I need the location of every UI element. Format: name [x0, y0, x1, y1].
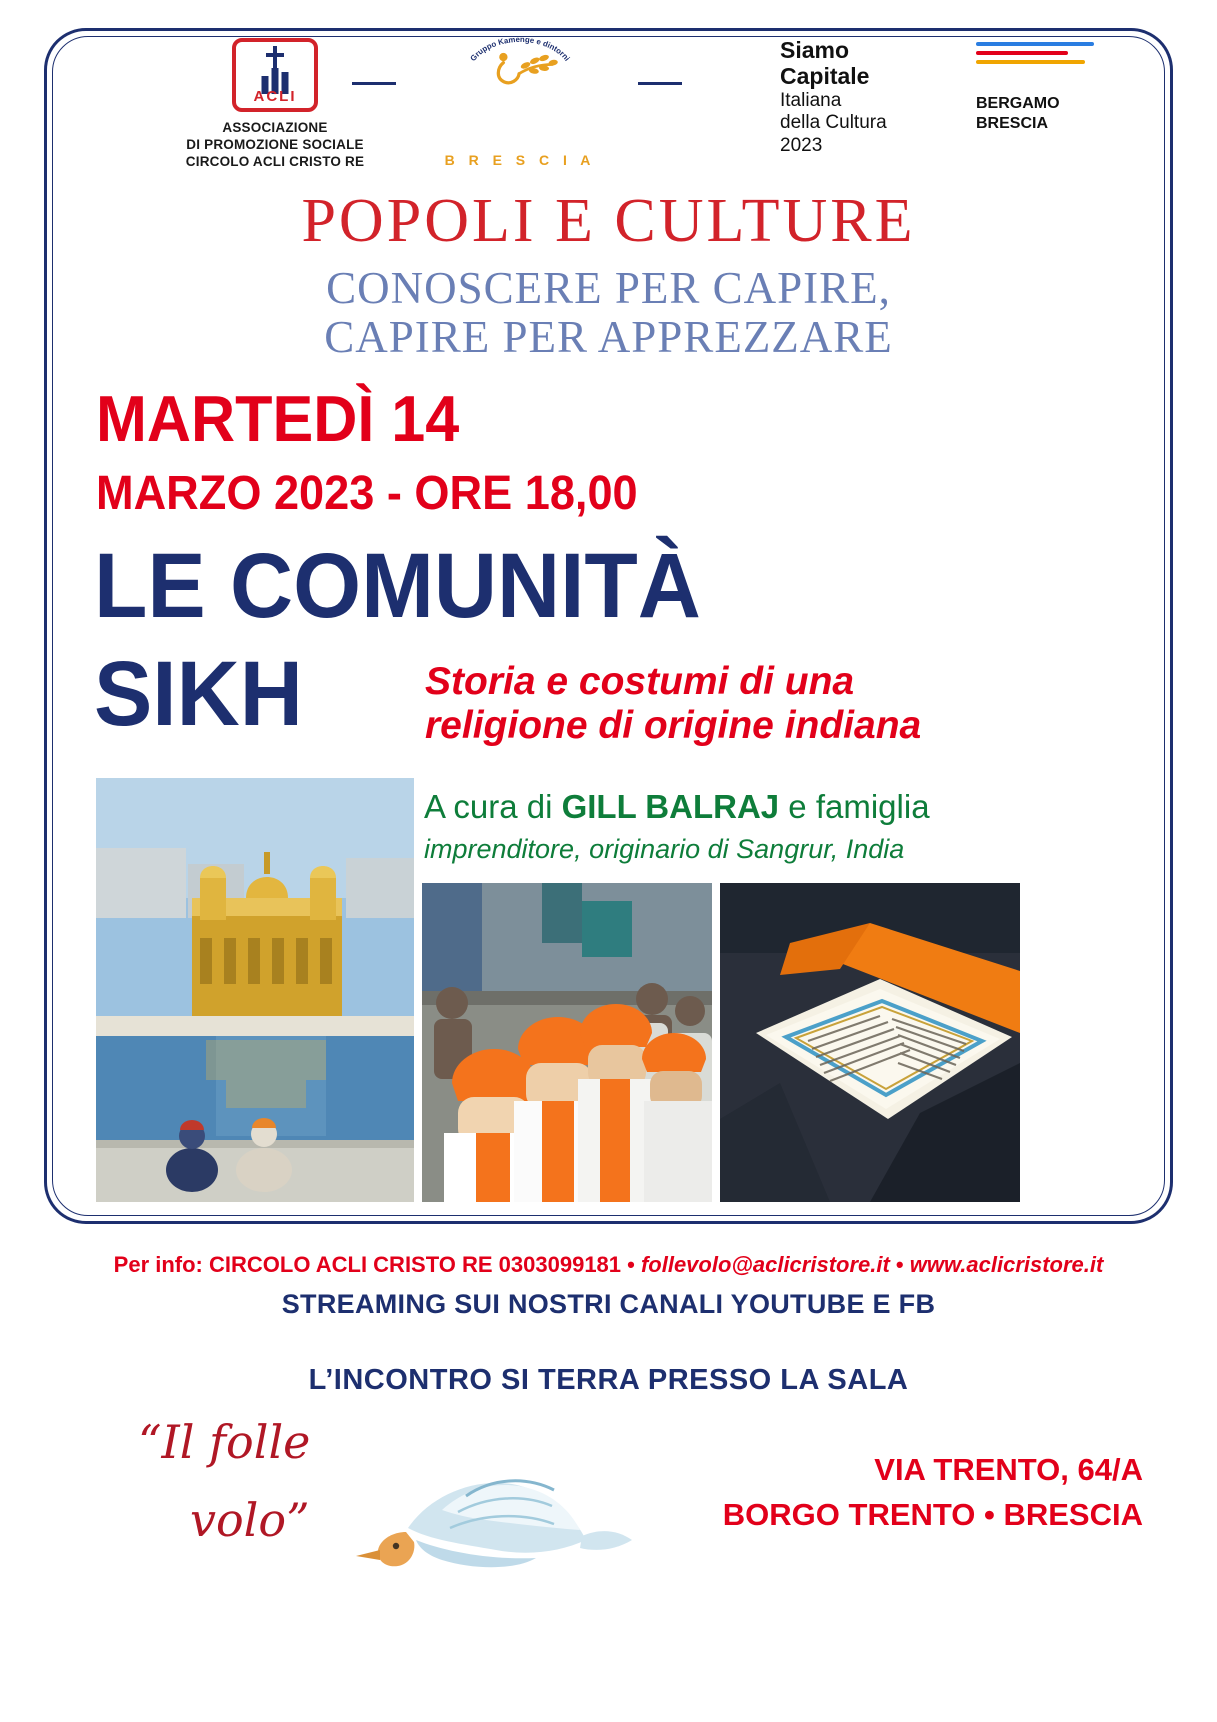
capitale-flag-icon: [976, 42, 1094, 69]
event-date-line1: MARTEDÌ 14: [96, 382, 460, 455]
cross-icon: [273, 46, 277, 68]
event-subtitle-line1: Storia e costumi di una: [425, 660, 855, 703]
kamenge-graphic-icon: [400, 34, 640, 94]
event-subtitle: [425, 660, 1035, 749]
poster-subtitle: [0, 264, 1217, 361]
venue-intro: L’INCONTRO SI TERRA PRESSO LA SALA: [308, 1364, 909, 1396]
acli-caption: [160, 120, 390, 171]
sikh-children-photo: [422, 883, 712, 1202]
contact-email[interactable]: follevolo@aclicristore.it: [640, 1252, 890, 1277]
curator-line: [424, 788, 1044, 827]
bird-illustration-icon: [346, 1400, 636, 1610]
curator-note: imprenditore, originario di Sangrur, India: [424, 834, 905, 864]
capitale-line4: della Cultura: [780, 112, 887, 134]
event-headline-line1: LE COMUNITÀ: [94, 535, 701, 637]
streaming-note: STREAMING SUI NOSTRI CANALI YOUTUBE E FB: [281, 1289, 936, 1319]
divider-left: [352, 82, 396, 85]
capitale-line5: 2023: [780, 135, 823, 157]
address-line1: VIA TRENTO, 64/A: [874, 1452, 1143, 1487]
guru-granth-sahib-photo: [720, 883, 1020, 1202]
header-logos: [80, 34, 1140, 188]
address-line2: BORGO TRENTO • BRESCIA: [722, 1496, 1143, 1532]
capitale-line1: Siamo: [780, 37, 850, 63]
cross-bar-icon: [266, 53, 284, 57]
event-subtitle-line2: religione di origine indiana: [425, 704, 922, 748]
capitale-cities: [976, 94, 1060, 134]
venue-address: [723, 1448, 1143, 1538]
contact-info: [0, 1252, 1217, 1278]
acli-logo: [160, 38, 390, 171]
event-headline-line2: SIKH: [94, 643, 303, 745]
acli-caption-line2: DI PROMOZIONE SOCIALE: [186, 136, 364, 152]
svg-text:Gruppo Kamenge e dintorni: Gruppo Kamenge e dintorni: [468, 34, 572, 63]
contact-prefix: Per info: CIRCOLO ACLI CRISTO RE 0303099181 •: [113, 1252, 641, 1277]
contact-separator: •: [889, 1252, 910, 1277]
folle-volo-word1: “Il folle: [138, 1415, 311, 1469]
acli-mark-icon: [232, 38, 318, 112]
contact-website[interactable]: www.aclicristore.it: [909, 1252, 1104, 1277]
capitale-line3: Italiana: [780, 89, 842, 111]
curator-name: GILL BALRAJ: [561, 788, 780, 825]
golden-temple-photo: [96, 778, 414, 1202]
capitale-city-bergamo: BERGAMO: [976, 95, 1060, 112]
folle-volo-word2: volo”: [190, 1493, 310, 1547]
curator-prefix: A cura di: [424, 788, 562, 825]
divider-right: [638, 82, 682, 85]
event-date-line2: MARZO 2023 - ORE 18,00: [96, 467, 638, 520]
kamenge-logo: [400, 34, 640, 174]
acli-caption-line3: CIRCOLO ACLI CRISTO RE: [185, 153, 365, 169]
kamenge-city-label: B R E S C I A: [444, 152, 596, 168]
acli-caption-line1: ASSOCIAZIONE: [222, 120, 328, 135]
acli-wordmark: ACLI: [253, 88, 297, 105]
poster-subtitle-line1: CONOSCERE PER CAPIRE,: [326, 263, 891, 313]
poster-title: POPOLI E CULTURE: [301, 187, 916, 255]
capitale-city-brescia: BRESCIA: [976, 115, 1049, 132]
poster-subtitle-line2: CAPIRE PER APPREZZARE: [324, 311, 893, 362]
capitale-cultura-logo: [780, 38, 1080, 158]
curator-suffix: e famiglia: [779, 788, 930, 825]
capitale-line2: Capitale: [780, 62, 870, 89]
